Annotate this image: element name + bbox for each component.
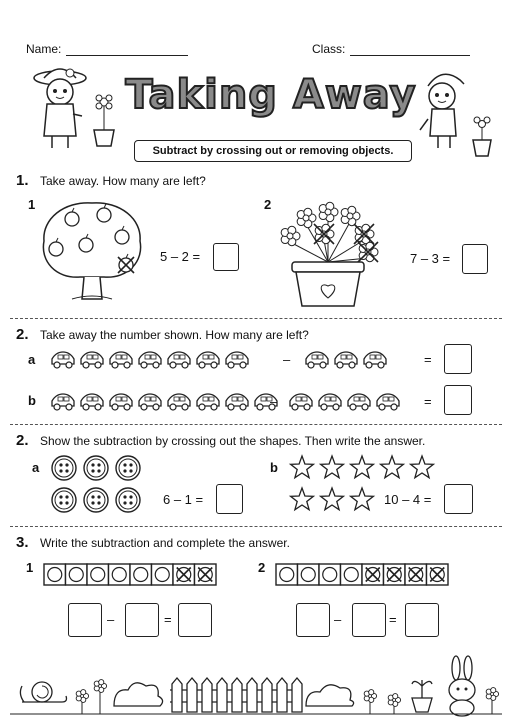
car-row	[288, 390, 404, 414]
q2-row-a-answer-box[interactable]	[444, 344, 472, 374]
car-icon	[197, 394, 219, 410]
counter-cell	[173, 564, 195, 585]
button-icon	[116, 488, 140, 512]
car-row	[304, 348, 391, 372]
car-icon	[348, 394, 370, 410]
q3-part-a-equation: 6 – 1 =	[163, 492, 204, 507]
girl-gardener-illustration	[22, 66, 122, 160]
q4-item1-box-3[interactable]	[178, 603, 212, 637]
q2-row-b-cars-left	[50, 390, 282, 419]
star-icon	[321, 456, 344, 478]
q4-number: 3.	[16, 534, 29, 551]
q1-item1-equation: 5 – 2 =	[160, 249, 201, 264]
star-icon	[411, 456, 434, 478]
counter-cell	[109, 564, 131, 585]
counter-cell	[152, 564, 174, 585]
flower-pot-illustration	[268, 198, 388, 308]
q4-item2-counter-strip	[276, 564, 476, 588]
section-divider	[10, 318, 502, 319]
q4-instruction: Write the subtraction and complete the answer.	[40, 536, 290, 550]
car-icon	[306, 352, 328, 368]
car-icon	[139, 352, 161, 368]
counter-cell	[319, 564, 341, 585]
subtitle-text: Subtract by crossing out or removing objects.	[152, 145, 394, 157]
q4-item2-equals: =	[389, 612, 397, 627]
flower-icon	[328, 242, 378, 262]
counter-cell	[405, 564, 427, 585]
q4-item1-counter-strip	[44, 564, 244, 588]
counter-cell	[427, 564, 449, 585]
q1-item2-equation: 7 – 3 =	[410, 251, 451, 266]
counter-cell	[195, 564, 217, 585]
counter-cell	[44, 564, 66, 585]
counter-cell	[341, 564, 363, 585]
name-label: Name:	[26, 42, 62, 56]
counter-cell	[87, 564, 109, 585]
counter-cell	[362, 564, 384, 585]
car-icon	[226, 394, 248, 410]
counter-cell	[298, 564, 320, 585]
button-icon	[52, 456, 76, 480]
q2-instruction: Take away the number shown. How many are left?	[40, 328, 309, 342]
car-icon	[226, 352, 248, 368]
q2-row-a-equals: =	[424, 352, 432, 367]
star-icon	[291, 488, 314, 510]
q2-row-b-answer-box[interactable]	[444, 385, 472, 415]
car-icon	[81, 352, 103, 368]
q4-item1-equals: =	[164, 612, 172, 627]
snail-icon	[20, 682, 66, 702]
flower-icon	[76, 690, 88, 714]
q2-row-a-minus: –	[283, 352, 291, 367]
q3-part-a-label: a	[32, 460, 40, 475]
q2-row-b-minus: –	[270, 394, 278, 409]
flower-icon	[486, 688, 498, 714]
flower-icon	[364, 690, 376, 714]
fence-icon	[170, 678, 302, 712]
q4-item1-box-2[interactable]	[125, 603, 159, 637]
q4-item2-label: 2	[258, 560, 266, 575]
counter-cell	[384, 564, 406, 585]
q1-number: 1.	[16, 172, 29, 189]
q3-number: 2.	[16, 432, 29, 449]
q2-row-b-label: b	[28, 393, 36, 408]
star-icon	[381, 456, 404, 478]
car-icon	[197, 352, 219, 368]
car-row	[50, 390, 282, 414]
car-icon	[364, 352, 386, 368]
page-title: Taking Away	[125, 72, 417, 118]
q1-item1-answer-box[interactable]	[213, 243, 239, 271]
q4-item2-box-2[interactable]	[352, 603, 386, 637]
q4-item1-box-1[interactable]	[68, 603, 102, 637]
q1-item2-label: 2	[264, 197, 272, 212]
q2-row-a-cars-left	[50, 348, 253, 377]
q4-item1-label: 1	[26, 560, 34, 575]
car-icon	[110, 352, 132, 368]
car-icon	[52, 394, 74, 410]
car-icon	[139, 394, 161, 410]
button-icon	[116, 456, 140, 480]
button-icon	[84, 488, 108, 512]
name-field[interactable]	[66, 55, 188, 56]
bush-icon	[114, 683, 163, 706]
q2-row-b-equals: =	[424, 394, 432, 409]
q3-instruction: Show the subtraction by crossing out the shapes. Then write the answer.	[40, 434, 426, 448]
section-divider	[10, 424, 502, 425]
car-icon	[377, 394, 399, 410]
footer-garden-illustration	[10, 640, 502, 720]
star-icon	[351, 456, 374, 478]
q1-instruction: Take away. How many are left?	[40, 174, 206, 188]
bunny-icon	[449, 656, 475, 716]
class-field[interactable]	[350, 55, 470, 56]
q3-part-b-answer-box[interactable]	[444, 484, 473, 514]
button-icon	[52, 488, 76, 512]
q3-part-b-label: b	[270, 460, 278, 475]
car-icon	[52, 352, 74, 368]
car-icon	[168, 394, 190, 410]
q4-item2-box-1[interactable]	[296, 603, 330, 637]
flower-icon	[94, 680, 106, 714]
q2-number: 2.	[16, 326, 29, 343]
button-icon	[84, 456, 108, 480]
counter-cell	[276, 564, 298, 585]
q4-item2-box-3[interactable]	[405, 603, 439, 637]
car-icon	[81, 394, 103, 410]
car-icon	[290, 394, 312, 410]
car-icon	[319, 394, 341, 410]
q3-buttons-grid	[50, 456, 150, 518]
q2-row-b-cars-right	[288, 390, 404, 419]
q3-stars-grid	[288, 456, 438, 518]
car-icon	[168, 352, 190, 368]
q4-item1-minus: –	[107, 612, 115, 627]
counter-cell	[130, 564, 152, 585]
potted-plant-icon	[412, 680, 432, 712]
car-icon	[110, 394, 132, 410]
q3-part-b-equation: 10 – 4 =	[384, 492, 432, 507]
flower-icon	[388, 694, 400, 714]
q3-part-a-answer-box[interactable]	[216, 484, 243, 514]
bush-icon	[306, 685, 354, 706]
q2-row-a-cars-right	[304, 348, 391, 377]
car-row	[50, 348, 253, 372]
q4-item2-minus: –	[334, 612, 342, 627]
class-label: Class:	[312, 42, 346, 56]
star-icon	[291, 456, 314, 478]
subtitle-banner	[134, 140, 412, 162]
q2-row-a-label: a	[28, 352, 36, 367]
star-icon	[351, 488, 374, 510]
q1-item2-answer-box[interactable]	[462, 244, 488, 274]
star-icon	[321, 488, 344, 510]
q1-item1-label: 1	[28, 197, 36, 212]
car-icon	[335, 352, 357, 368]
counter-cell	[66, 564, 88, 585]
apple-tree-illustration	[34, 195, 150, 307]
section-divider	[10, 526, 502, 527]
boy-gardener-illustration	[420, 64, 500, 160]
